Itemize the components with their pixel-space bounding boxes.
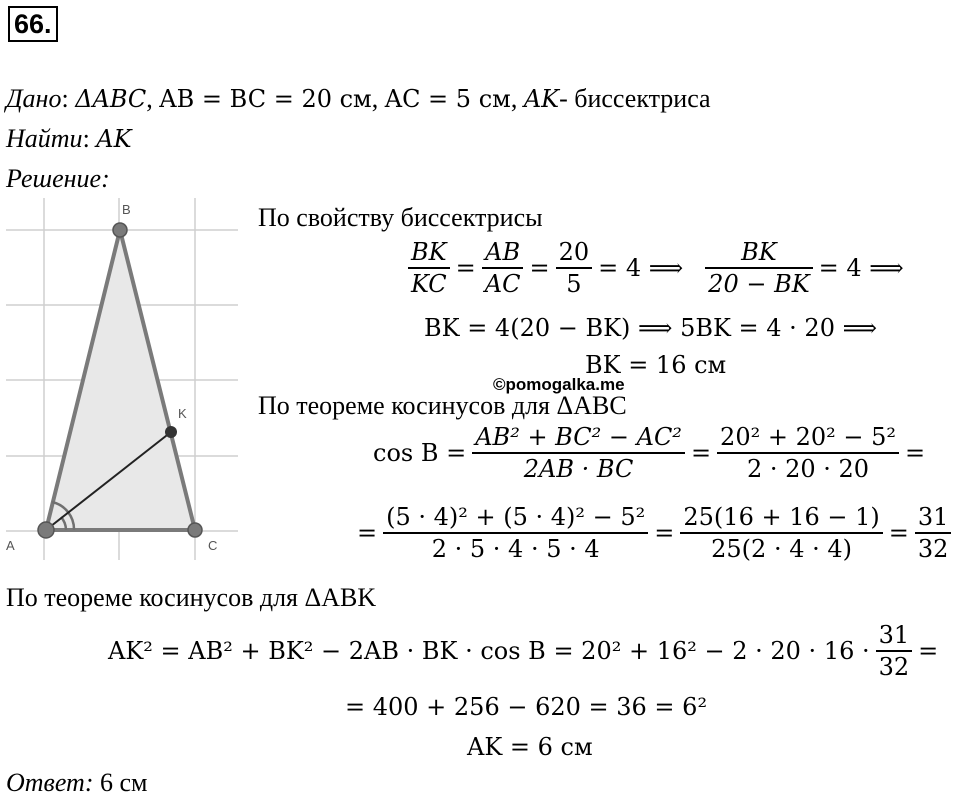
frac-cos-result: $\frac{31}{32}$ xyxy=(915,505,952,561)
watermark: ©pomogalka.me xyxy=(493,375,625,394)
answer-line xyxy=(6,770,147,796)
step3-line3: AK = 6 см xyxy=(467,733,593,761)
step1-heading: По свойству биссектрисы xyxy=(258,203,543,232)
step1-line2: BK = 4(20 − BK) ⟹ 5BK = 4 · 20 ⟹ xyxy=(424,314,877,342)
answer-label: Ответ: xyxy=(6,768,94,797)
find-line: Найти: AK xyxy=(6,124,132,153)
step3-heading: По теореме косинусов для ΔABK xyxy=(6,583,377,612)
frac-20-5: $\frac{20}{5}$ xyxy=(556,240,593,296)
given-triangle: ΔABC xyxy=(75,85,147,113)
given-label: Дано xyxy=(6,84,62,113)
problem-number: 66. xyxy=(8,6,58,42)
step1-line3: BK = 16 см xyxy=(585,351,727,379)
label-k: K xyxy=(178,406,187,421)
frac-cos-values: $\frac{\text{20² + 20² − 5²}}{2 \cdot 20 \cdot 20}$ xyxy=(717,425,899,481)
step2-line1: cos B = $\frac{\text{AB² + BC² − AC²}}{2AB \cdot BC}$ = $\frac{\text{20² + 20² − 5²}}{2 \cdot 20 \cdot 20}$ = xyxy=(373,423,926,483)
triangle-figure xyxy=(6,198,238,560)
frac-cos-formula: $\frac{\text{AB² + BC² − AC²}}{2AB \cdot BC}$ xyxy=(472,425,685,481)
given-cond2: AC = 5 см xyxy=(384,85,511,113)
given-cond3-text: - биссектриса xyxy=(559,84,711,113)
step2-line2: = $\frac{\text{(5 · 4)² + (5 · 4)² − 5²}}{2 \cdot 5 \cdot 4 \cdot 5 \cdot 4}$ = $\frac{25(16 + 16 - 1)}{25(2 \cdot 4 \cdot 4)}$ = $\frac{31}{32}$ xyxy=(357,505,951,561)
frac-expanded: $\frac{\text{(5 · 4)² + (5 · 4)² − 5²}}{2 \cdot 5 \cdot 4 \cdot 5 \cdot 4}$ xyxy=(383,505,648,561)
frac-factored: $\frac{25(16 + 16 - 1)}{25(2 \cdot 4 \cdot 4)}$ xyxy=(680,505,882,561)
point-a xyxy=(38,522,54,538)
step3-line2: = 400 + 256 − 620 = 36 = 6² xyxy=(345,693,708,721)
solution-label: Решение: xyxy=(6,164,110,193)
frac-bk-20-bk: $\frac{BK}{20 - BK}$ xyxy=(705,240,812,296)
step2-heading: По теореме косинусов для ΔABC xyxy=(258,391,627,420)
step1-result1: = 4 ⟹ xyxy=(598,254,684,282)
find-label: Найти xyxy=(6,124,83,153)
given-line: Дано: ΔABC, AB = BC = 20 см, AC = 5 см, AK- биссектриса xyxy=(6,84,711,113)
frac-31-32: $\frac{31}{32}$ xyxy=(876,623,913,679)
label-a: A xyxy=(6,538,15,553)
cos-b-label: cos B = xyxy=(373,439,467,467)
step3-line1: AK² = AB² + BK² − 2AB · BK · cos B = 20² + 16² − 2 · 20 · 16 · $\frac{31}{32}$ = xyxy=(108,621,939,681)
frac-ab-ac: $\frac{AB}{AC}$ xyxy=(482,240,524,296)
step1-result2: = 4 ⟹ xyxy=(818,254,904,282)
point-c xyxy=(188,523,202,537)
frac-bk-kc: $\frac{BK}{KC}$ xyxy=(408,240,450,296)
answer-value: 6 см xyxy=(99,768,148,797)
label-c: C xyxy=(208,538,218,553)
step1-proportion: $\frac{BK}{KC}$ = $\frac{AB}{AC}$ = $\frac{20}{5}$ = 4 ⟹ $\frac{BK}{20 - BK}$ = 4 ⟹ xyxy=(408,240,904,296)
point-k xyxy=(165,426,177,438)
label-b: B xyxy=(122,202,131,217)
find-value: AK xyxy=(96,125,132,153)
step3-formula: AK² = AB² + BK² − 2AB · BK · cos B = 20² + 16² − 2 · 20 · 16 · xyxy=(108,637,870,665)
point-b xyxy=(113,223,127,237)
given-cond1: AB = BC = 20 см xyxy=(159,85,372,113)
given-cond3: AK xyxy=(523,85,560,113)
